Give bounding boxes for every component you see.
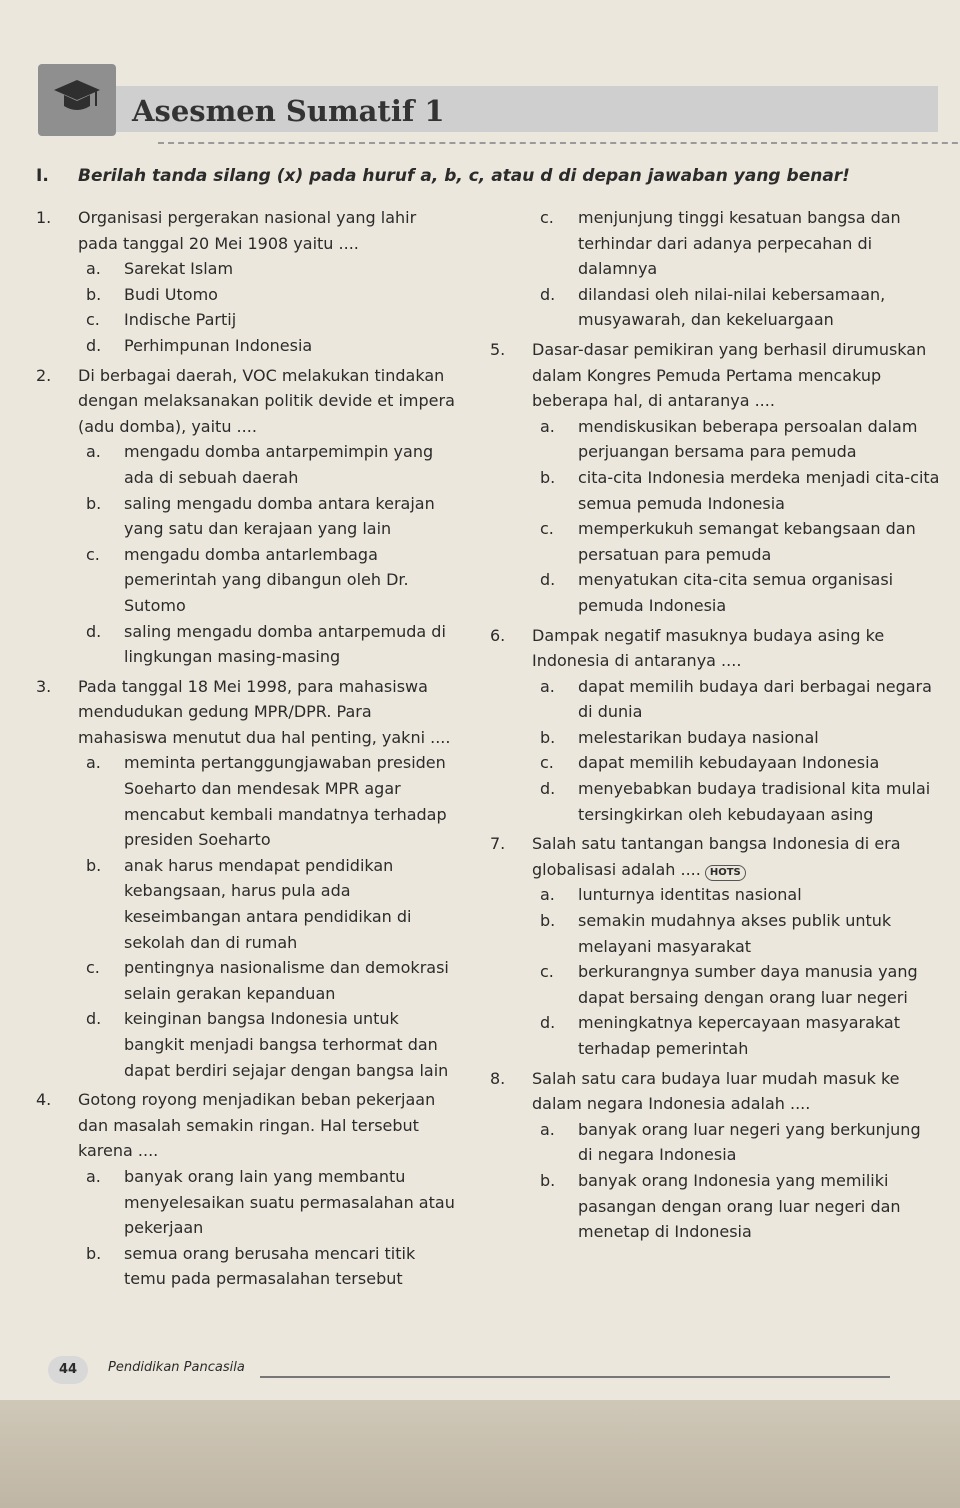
instruction [36,166,936,186]
option-text: semakin mudahnya akses publik untuk melayani masyarakat [578,911,892,956]
option-letter: a. [540,416,555,436]
question-text: Salah satu cara budaya luar mudah masuk ke dalam negara Indonesia adalah .... [532,1068,900,1114]
answer-option [490,282,940,333]
question-text-wrap [78,1087,456,1164]
question-item [36,674,456,1084]
question-item [490,337,940,619]
option-text: menyebabkan budaya tradisional kita mulai tersingkirkan oleh kebudayaan asing [578,779,931,824]
option-text: pentingnya nasionalisme dan demokrasi selain gerakan kepanduan [124,958,449,1003]
question-number: 8. [490,1068,506,1088]
option-letter: b. [540,1170,556,1190]
option-letter: c. [540,962,554,982]
option-letter: b. [540,467,556,487]
option-text: Indische Partij [124,310,237,330]
option-text: meminta pertanggungjawaban presiden Soeharto dan mendesak MPR agar mencabut kembali mandatnya terhadap presiden Soeharto [124,753,447,850]
question-text: Di berbagai daerah, VOC melakukan tindakan dengan melaksanakan politik devide et impera (adu domba), yaitu .... [78,365,455,436]
page-footer [40,1348,920,1388]
option-text: keinginan bangsa Indonesia untuk bangkit menjadi bangsa terhormat dan dapat berdiri sejajar dengan bangsa lain [124,1009,449,1080]
option-text: berkurangnya sumber daya manusia yang dapat bersaing dengan orang luar negeri [578,962,918,1007]
answer-option [490,908,940,959]
option-text: dapat memilih kebudayaan Indonesia [578,753,880,773]
option-letter: d. [86,335,102,355]
answer-option [490,725,940,751]
answer-option [490,959,940,1010]
page-title: Asesmen Sumatif 1 [132,94,445,128]
answer-option [490,516,940,567]
question-text: Gotong royong menjadikan beban pekerjaan dan masalah semakin ringan. Hal tersebut karena .... [78,1090,436,1161]
question-stem [490,623,940,674]
question-number: 6. [490,625,506,645]
option-letter: b. [86,1243,102,1263]
option-letter: d. [540,779,556,799]
option-text: memperkukuh semangat kebangsaan dan persatuan para pemuda [578,519,916,564]
question-text: Dasar-dasar pemikiran yang berhasil dirumuskan dalam Kongres Pemuda Pertama mencakup beberapa hal, di antaranya .... [532,339,927,411]
option-letter: a. [86,442,101,462]
answer-option [490,205,940,282]
instruction-text: Berilah tanda silang (x) pada huruf a, b, c, atau d di depan jawaban yang benar! [78,166,850,186]
option-letter: c. [86,310,100,330]
answer-option [490,567,940,618]
page-number: 44 [48,1356,88,1384]
question-number: 4. [36,1090,52,1110]
question-number: 2. [36,365,52,385]
option-text: dapat memilih budaya dari berbagai negara di dunia [578,676,932,722]
question-item [36,363,456,670]
answer-option [490,414,940,465]
option-text: menyatukan cita-cita semua organisasi pemuda Indonesia [578,570,894,615]
option-letter: c. [540,519,554,539]
option-text: mendiskusikan beberapa persoalan dalam perjuangan bersama para pemuda [578,416,918,462]
answer-option [490,465,940,516]
section-header [38,64,938,144]
option-text: Budi Utomo [124,284,218,304]
answer-option [490,750,940,776]
option-text: banyak orang lain yang membantu menyelesaikan suatu permasalahan atau pekerjaan [124,1166,455,1238]
option-letter: d. [540,1013,556,1033]
question-number: 5. [490,339,506,359]
question-text-wrap [78,363,456,440]
answer-option [490,674,940,725]
graduation-cap-icon [38,64,116,136]
answer-option [36,282,456,308]
question-text-wrap [532,1066,940,1117]
right-column [490,205,940,1249]
answer-option [36,853,456,955]
option-letter: b. [86,284,102,304]
answer-option [490,1010,940,1061]
answer-option [490,1168,940,1245]
answer-option [36,542,456,619]
question-number: 7. [490,834,506,854]
question-text: Dampak negatif masuknya budaya asing ke Indonesia di antaranya .... [532,625,885,671]
option-letter: b. [86,855,102,875]
option-letter: a. [540,676,555,696]
question-text: Organisasi pergerakan nasional yang lahir pada tanggal 20 Mei 1908 yaitu .... [78,208,417,253]
option-letter: b. [86,493,102,513]
option-text: banyak orang luar negeri yang berkunjung di negara Indonesia [578,1119,921,1165]
answer-option [36,256,456,282]
option-letter: a. [86,1166,101,1186]
option-text: lunturnya identitas nasional [578,885,802,905]
question-text: Salah satu tantangan bangsa Indonesia di era globalisasi adalah .... [532,834,901,879]
question-text-wrap [78,205,456,256]
question-text: Pada tanggal 18 Mei 1998, para mahasiswa mendudukan gedung MPR/DPR. Para mahasiswa menutut dua hal penting, yakni .... [78,676,451,747]
question-stem [490,337,940,414]
answer-option [490,1117,940,1168]
option-text: meningkatnya kepercayaan masyarakat terhadap pemerintah [578,1013,900,1058]
option-text: Perhimpunan Indonesia [124,335,313,355]
left-column [36,205,456,1296]
answer-option [36,955,456,1006]
option-letter: c. [86,544,100,564]
answer-option [36,439,456,490]
answer-option [36,1006,456,1083]
question-item [490,831,940,1061]
option-text: Sarekat Islam [124,259,234,279]
question-text-wrap [78,674,456,751]
header-divider [158,142,960,144]
option-letter: a. [86,753,101,773]
question-stem [36,1087,456,1164]
option-text: saling mengadu domba antara kerajan yang satu dan kerajaan yang lain [124,493,435,539]
option-letter: a. [540,885,555,905]
answer-option [490,776,940,827]
option-text: banyak orang Indonesia yang memiliki pasangan dengan orang luar negeri dan menetap di Indonesia [578,1170,901,1242]
question-item [490,1066,940,1245]
option-letter: c. [540,753,554,773]
answer-option [490,882,940,908]
answer-option [36,1164,456,1241]
answer-option [36,307,456,333]
option-letter: d. [540,284,556,304]
question-number: 3. [36,676,52,696]
answer-option [36,333,456,359]
option-text: dilandasi oleh nilai-nilai kebersamaan, musyawarah, dan kekeluargaan [578,284,886,330]
background-surface [0,1400,960,1508]
option-letter: b. [540,911,556,931]
question-text-wrap [532,337,940,414]
option-text: melestarikan budaya nasional [578,727,819,747]
question-text-wrap [532,831,940,882]
option-letter: a. [540,1119,555,1139]
answer-option [36,750,456,852]
hots-badge: HOTS [705,865,746,881]
question-stem [490,831,940,882]
option-text: mengadu domba antarpemimpin yang ada di sebuah daerah [124,442,434,487]
question-item [36,1087,456,1292]
option-letter: d. [540,570,556,590]
option-letter: d. [86,1009,102,1029]
question-number: 1. [36,208,52,227]
option-text: semua orang berusaha mencari titik temu pada permasalahan tersebut [124,1243,416,1289]
question-stem [36,674,456,751]
answer-option [36,1241,456,1292]
question-4-continued [490,205,940,333]
answer-option [36,619,456,670]
footer-rule [260,1376,890,1378]
option-text: cita-cita Indonesia merdeka menjadi cita-cita semua pemuda Indonesia [578,467,940,513]
footer-label: Pendidikan Pancasila [108,1360,245,1375]
option-letter: d. [86,621,102,641]
option-text: saling mengadu domba antarpemuda di lingkungan masing-masing [124,621,446,667]
option-letter: a. [86,259,101,279]
question-stem [36,363,456,440]
question-item [490,623,940,828]
option-text: mengadu domba antarlembaga pemerintah yang dibangun oleh Dr. Sutomo [124,544,409,615]
option-text: anak harus mendapat pendidikan kebangsaan, harus pula ada keseimbangan antara pendidikan di sekolah dan di rumah [124,855,412,952]
option-text: menjunjung tinggi kesatuan bangsa dan terhindar dari adanya perpecahan di dalamnya [578,208,901,279]
option-letter: c. [540,208,554,227]
instruction-number: I. [36,166,49,186]
option-letter: c. [86,958,100,978]
option-letter: b. [540,727,556,747]
question-text-wrap [532,623,940,674]
question-stem [490,1066,940,1117]
question-stem [36,205,456,256]
answer-option [36,491,456,542]
question-item [36,205,456,359]
